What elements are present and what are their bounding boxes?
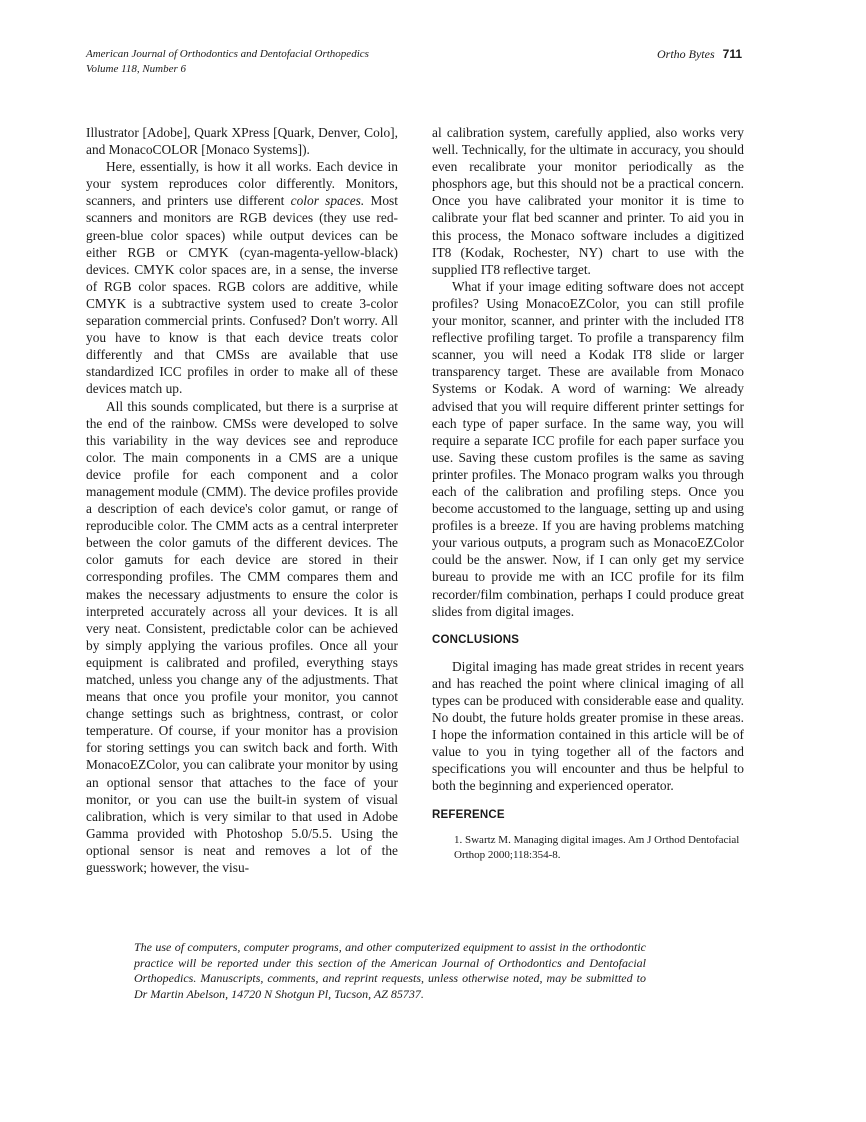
paragraph: All this sounds complicated, but there is a surprise at the end of the rainbow. CMSs were developed to solve this variability in the way devices see and reproduce color. The main components in a CMS are a unique device profile for each component and a color management module (CMM). The device profiles provide a description of each device's color gamut, or range of reproducible color. The CMM acts as a central interpreter between the color gamuts of the different devices. The color gamuts for each device are stored in their corresponding profiles. The CMM compares them and makes the necessary adjustments to ensure the color is interpreted accurately across all your devices. It is all very neat. Consistent, predictable color can be achieved by simply applying the various profiles. Once all your equipment is calibrated and profiled, everything stays matched, unless you change any of the adjustments. That means that once you profile your monitor, you cannot change settings such as brightness, contrast, or color temperature. Of course, if your monitor has a provision for storing settings you can switch back and forth. With MonacoEZColor, you can calibrate your monitor by using an optional sensor that attaches to the face of your monitor, or you can use the built-in system of visual calibration, which is very similar to that used in Adobe Gamma provided with Photoshop 5.0/5.5. Using the optional sensor is neat and removes a lot of the guesswork; however, the visu-	[86, 398, 398, 876]
paragraph	[86, 158, 398, 397]
paragraph-text: Most scanners and monitors are RGB devices (they use red-green-blue color spaces) while output devices can be either RGB or CMYK (cyan-magenta-yellow-black) devices. CMYK color spaces are, in a sense, the inverse of RGB color spaces. RGB colors are additive, while CMYK is a subtractive system used to create 3-color separation commercial prints. Confused? Don't worry. All you have to know is that each device treats color differently and that CMSs are available that use standardized ICC profiles in order to make all of these devices match up.	[86, 193, 398, 397]
paragraph: Digital imaging has made great strides in recent years and has reached the point where clinical imaging of all types can be produced with considerable ease and quality. No doubt, the future holds greater promise in these areas. I hope the information contained in this article will be of value to you in tying together all of the factors and specifications you will encounter and thus be helpful to both the beginning and experienced operator.	[432, 658, 744, 794]
paragraph: Illustrator [Adobe], Quark XPress [Quark, Denver, Colo], and MonacoCOLOR [Monaco Systems]).	[86, 125, 398, 158]
running-header-journal	[86, 47, 369, 77]
reference-item: 1. Swartz M. Managing digital images. Am J Orthod Dentofacial Orthop 2000;118:354-8.	[454, 833, 740, 861]
running-header-section	[657, 47, 742, 62]
page-number: 711	[722, 47, 742, 61]
section-footnote: The use of computers, computer programs, and other computerized equipment to assist in the orthodontic practice will be reported under this section of the American Journal of Orthodontics and Dentofacial Orthopedics. Manuscripts, comments, and reprint requests, unless otherwise noted, may be submitted to Dr Martin Abelson, 14720 N Shotgun Pl, Tucson, AZ 85737.	[134, 940, 646, 1001]
emphasis-text: color spaces.	[290, 193, 365, 209]
paragraph: al calibration system, carefully applied, also works very well. Technically, for the ultimate in accuracy, you should even recalibrate your monitor periodically as the phosphors age, but this should not be a practical concern. Once you have calibrated your monitor it is time to calibrate your flat bed scanner and printer. To aid you in this process, the Monaco software includes a digitized IT8 (Kodak, Rochester, NY) chart to use with the supplied IT8 reflective target.	[432, 125, 744, 277]
paragraph: What if your image editing software does not accept profiles? Using MonacoEZColor, you can still profile your monitor, scanner, and printer with the included IT8 reflective profiling target. To profile a transparency film scanner, you will need a Kodak IT8 slide or larger transparency target. These are available from Monaco Systems or Kodak. A word of warning: We already advised that you will require different printer settings for each type of paper surface. In the same way, you will require a separate ICC profile for each paper surface you use. Saving these custom profiles is the same as saving printer profiles. The Monaco program walks you through each of the calibration and profiling steps. Once you become accustomed to the language, setting up and using profiles is a breeze. If you are having problems matching your various outputs, a program such as MonacoEZColor could be the answer. Now, if I can only get my service bureau to provide me with an ICC profile for its film recorder/film combination, perhaps I could produce great slides from digital images.	[432, 278, 744, 619]
section-heading-conclusions: CONCLUSIONS	[432, 633, 520, 646]
paragraph-text: Here, essentially, is how it all works. Each device in your system reproduces color differently. Monitors, scanners, and printers use different	[86, 159, 398, 209]
journal-title: American Journal of Orthodontics and Dentofacial Orthopedics	[86, 48, 369, 60]
section-heading-reference: REFERENCE	[432, 808, 505, 821]
section-title: Ortho Bytes	[656, 47, 715, 61]
right-column	[432, 124, 744, 863]
left-column	[86, 124, 398, 876]
journal-volume: Volume 118, Number 6	[86, 63, 187, 75]
